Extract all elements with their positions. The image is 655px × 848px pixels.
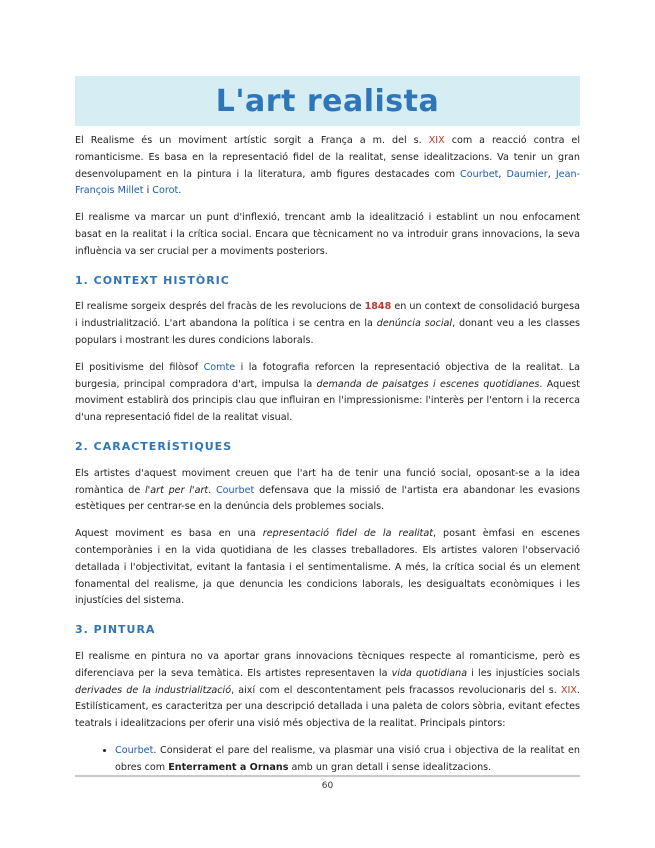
section-painting [75,622,580,776]
text-run: com a reacció contra el romanticisme. Es basa en la representació fidel de la realitat, sense idealitzacions. Va tenir un gran desenvolupament en la pintura i la literatura, amb figures destacades com [75,135,581,180]
text-run: Daumier [506,168,548,180]
section-paragraph [75,360,580,427]
section-paragraph [75,526,580,610]
section-context [75,273,580,427]
text-run: , donant veu a les classes populars i mostrant les dures condicions laborals. [75,318,581,346]
section-paragraph [75,466,580,516]
text-run: El realisme en pintura no va aportar grans innovacions tècniques respecte al romanticisme, però es diferenciava per la seva temàtica. Els artistes representaven la [75,650,580,679]
list-item [115,743,580,777]
section-heading: 3. PINTURA [75,623,156,637]
text-run: . [178,185,182,197]
text-run: Corot [152,185,179,197]
text-run: El Realisme és un moviment artístic sorgit a França a m. del s. [75,135,429,146]
text-run: El positivisme del filòsof [75,361,204,373]
section-paragraph [75,649,580,733]
text-run: . Estilísticament, es caracteritza per una descripció detallada i una paleta de colors sòbria, evitant efectes teatrals i idealitzacions per oferir una visió més objectiva de la realitat. Principals pintors: [75,684,580,730]
text-run: El realisme sorgeix després del fracàs de les revolucions de [75,301,365,313]
text-run: Courbet [460,168,499,180]
text-run: defensava que la missió de l'artista era abandonar les evasions estètiques per centrar-se en la denúncia dels problemes socials. [75,484,581,513]
text-run: Courbet [215,484,255,496]
text-run: Comte [203,361,236,373]
page-number: 60 [321,781,334,791]
text-run: i les injustícies socials [467,667,580,679]
document-body [75,133,580,777]
text-run: . Considerat el pare del realisme, va plasmar una visió crua i objectiva de la realitat en obres com [115,744,580,773]
text-run: . [208,484,216,496]
text-run: , [547,168,556,180]
text-run: en un context de consolidació burgesa i industrialització. L'art abandona la política i se centra en la [75,301,580,330]
text-run: Els artistes d'aquest moviment creuen que l'art ha de tenir una funció social, oposant-se a la idea romàntica de [75,467,580,496]
text-run: i [143,185,153,197]
text-run: , posant èmfasi en escenes contemporànies i en la vida quotidiana de les classes treballadores. Els artistes valoren l'observació detallada i l'objectivitat, evitant la fantasia i el sentimentalisme. A més, la crítica social és un element fonamental del realisme, ja que denuncia les condicions laborals, les desigualtats econòmiques i les injustícies del sistema. [75,528,581,607]
text-run: Enterrament a Ornans [168,761,289,773]
text-run: denúncia social [376,318,453,330]
section-heading: 1. CONTEXT HISTÒRIC [75,273,230,287]
text-run: 1848 [364,301,392,313]
text-run: i la fotografia reforcen la representació objectiva de la realitat. La burgesia, principal compradora d'art, impulsa la [75,361,580,390]
text-run: Aquest moviment es basa en una [75,528,263,540]
text-run: vida quotidiana [391,667,468,679]
text-run: Jean-François Millet [75,168,580,197]
text-run: . Aquest moviment establirà dos principis clau que influiran en l'impressionisme: l'interès per l'entorn i la recerca d'una representació fidel de la realitat visual. [75,378,581,424]
page-title: L'art realista [215,83,440,119]
intro-paragraph-1 [75,133,580,200]
title-banner [75,76,580,126]
footer-divider [75,775,580,777]
section-characteristics [75,439,580,610]
section-paragraph [75,299,580,349]
text-run: El realisme va marcar un punt d'inflexió, trencant amb la idealització i establint un nou enfocament basat en la realitat i la crítica social. Encara que tècnicament no va introduir grans innovacions, la seva influència va ser crucial per a moviments posteriors. [75,212,580,257]
section-heading: 2. CARACTERÍSTIQUES [75,439,233,453]
text-run: amb un gran detall i sense idealitzacions. [288,761,492,773]
text-run: , [498,168,507,180]
painters-list [75,743,580,777]
text-run: XIX [428,135,445,146]
text-run: derivades de la industrialització [75,684,232,696]
text-run: , així com el descontentament pels fracassos revolucionaris del s. [231,684,561,696]
text-run: XIX [560,684,577,696]
intro-paragraph-2 [75,210,580,260]
text-run: demanda de paisatges i escenes quotidianes [316,378,540,390]
text-run: Courbet [115,744,154,756]
text-run: l'art per l'art [144,484,209,496]
text-run: representació fidel de la realitat [262,528,433,540]
